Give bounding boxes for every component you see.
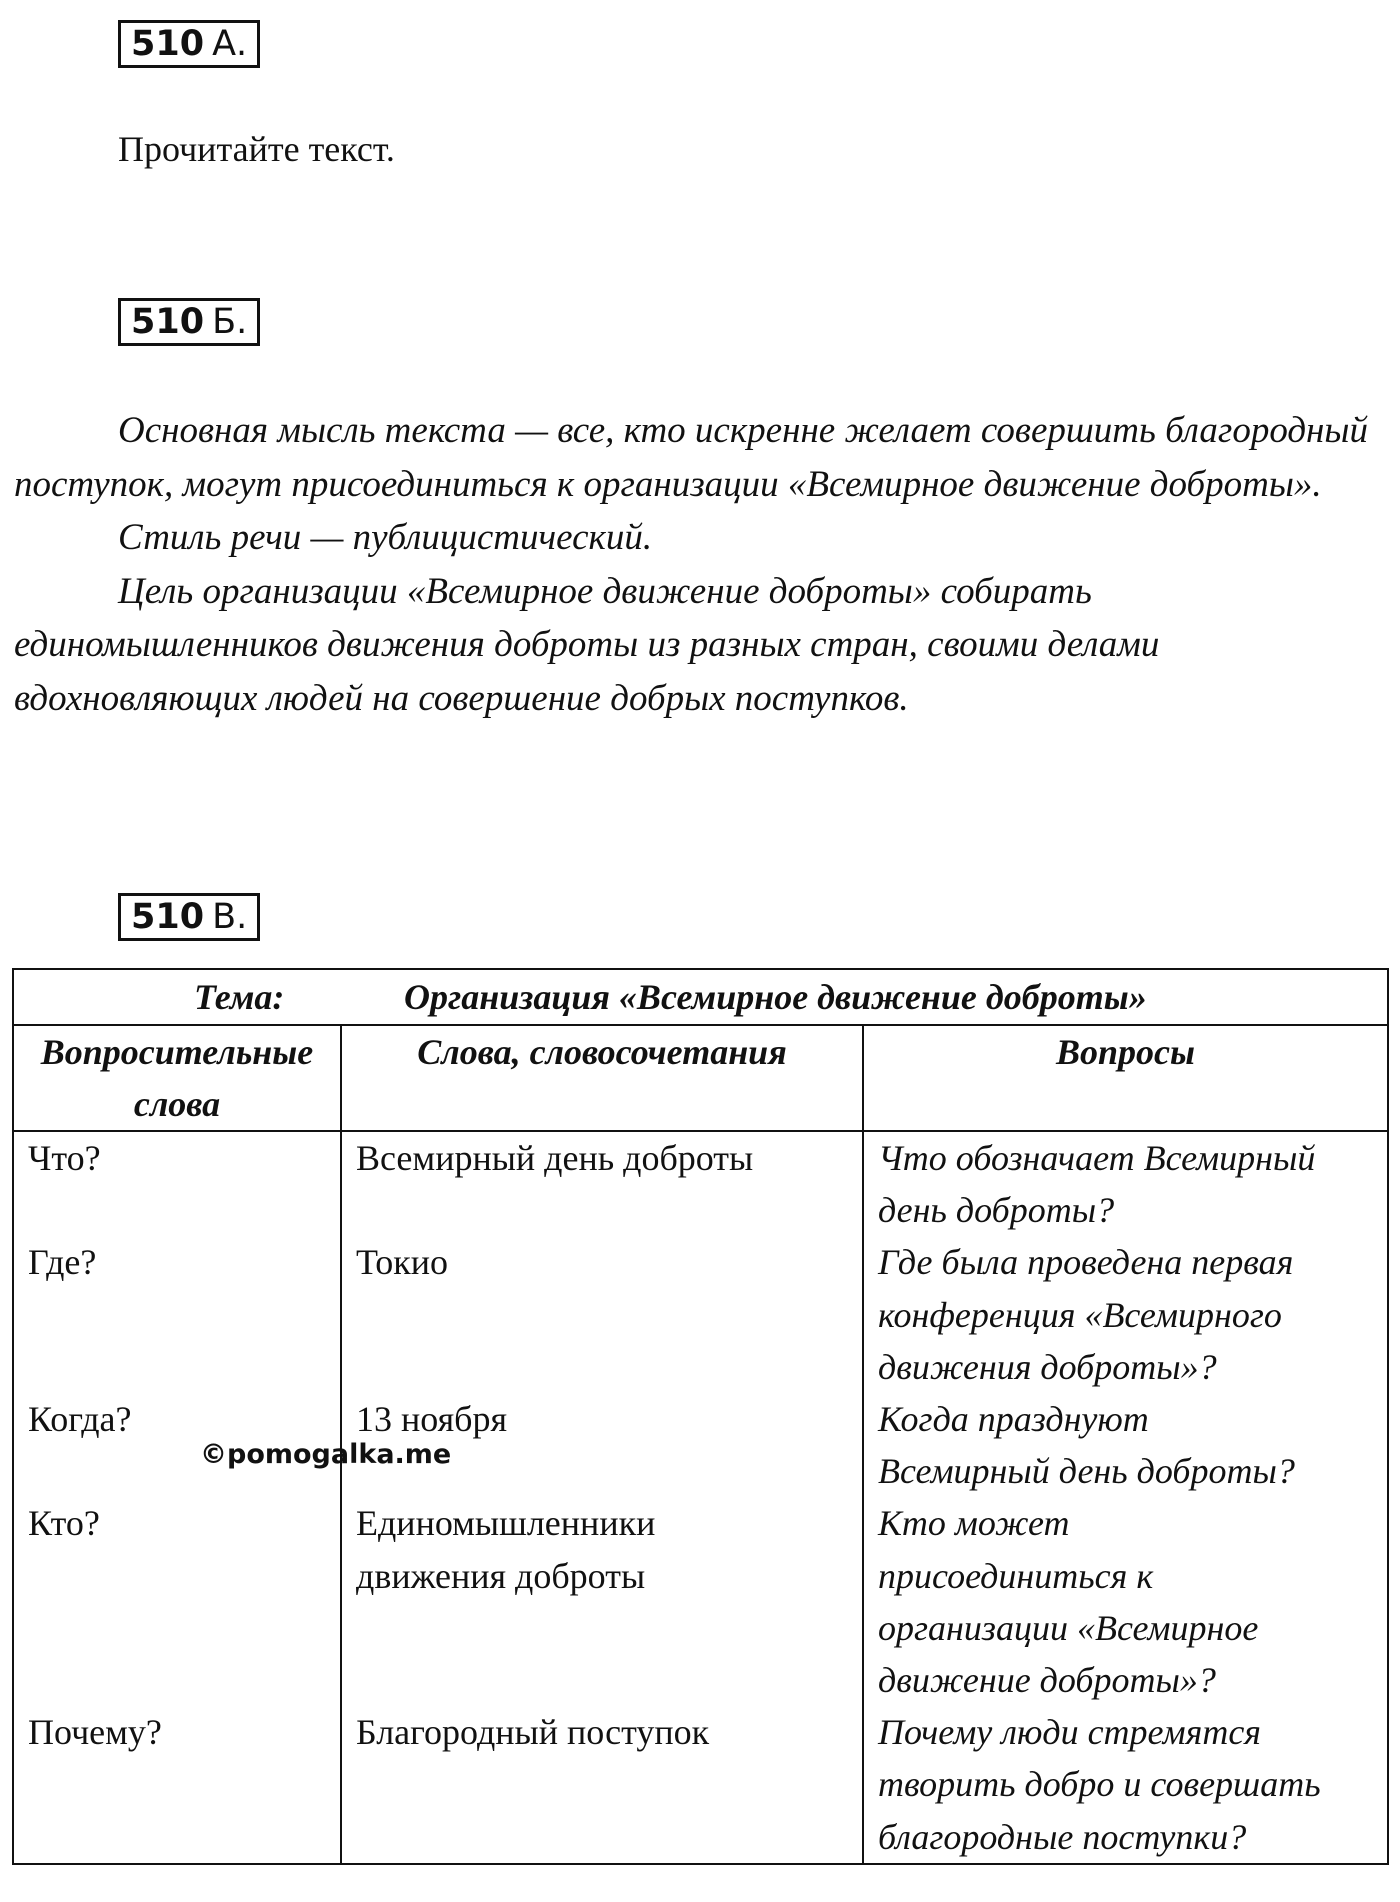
table-body-row [13, 1131, 1388, 1864]
exercise-number: 510 [131, 302, 205, 342]
questions-cell [863, 1131, 1388, 1864]
instruction-text: Прочитайте текст. [118, 129, 395, 169]
list-item: Кто? [28, 1503, 100, 1544]
exercise-letter: Б. [212, 302, 248, 342]
list-item [28, 1184, 328, 1236]
list-item: движение доброты»? [878, 1660, 1216, 1701]
list-item: Когда? [28, 1399, 132, 1440]
exercise-number: 510 [131, 24, 205, 64]
list-item: день доброты? [878, 1190, 1115, 1231]
list-item: движения доброты [356, 1555, 646, 1596]
exercise-letter: А. [212, 24, 248, 64]
list-item: Что обозначает Всемирный [878, 1138, 1316, 1178]
topic-value: Организация «Всемирное движение доброты» [404, 977, 1147, 1017]
list-item: 13 ноября [356, 1399, 508, 1440]
list-item [28, 1602, 328, 1654]
list-item [356, 1602, 850, 1654]
list-item: Почему люди стремятся [878, 1712, 1262, 1753]
list-item: организации «Всемирное [878, 1607, 1259, 1648]
main-idea-paragraph: Основная мысль текста — все, кто искренне желает совершить благородный поступок, могут присоединиться к организации «Всемирное движение доброты». [14, 410, 1368, 505]
list-item: Единомышленники [356, 1503, 656, 1544]
list-item: Когда празднуют [878, 1399, 1149, 1440]
list-item: Кто может [878, 1503, 1070, 1544]
exercise-510b-badge [118, 298, 260, 346]
list-item [28, 1550, 328, 1602]
list-item: Токио [356, 1242, 449, 1283]
list-item: Почему? [28, 1712, 162, 1753]
questions-list [864, 1132, 1387, 1863]
list-item: Где была проведена первая [878, 1242, 1294, 1283]
list-item [356, 1654, 850, 1706]
question-words-cell [13, 1131, 341, 1864]
exercise-510c-badge [118, 893, 260, 941]
list-item: Всемирный день доброты [356, 1138, 754, 1178]
list-item [28, 1341, 328, 1393]
speech-style-paragraph: Стиль речи — публицистический. [118, 517, 653, 558]
organization-goal-paragraph: Цель организации «Всемирное движение доброты» собирать единомышленников движения доброты из разных стран, своими делами вдохновляющих людей на совершение добрых поступков. [14, 570, 1160, 719]
topic-table [12, 968, 1389, 1865]
list-item: Где? [28, 1242, 97, 1283]
list-item [356, 1184, 850, 1236]
exercise-510a-badge [118, 20, 260, 68]
list-item [28, 1654, 328, 1706]
header-words: Слова, словосочетания [341, 1025, 863, 1131]
list-item: благородные поступки? [878, 1816, 1247, 1857]
list-item [356, 1341, 850, 1393]
topic-row [13, 969, 1388, 1025]
list-item [28, 1289, 328, 1341]
list-item: конференция «Всемирного [878, 1294, 1282, 1335]
list-item: Всемирный день доброты? [878, 1451, 1295, 1492]
table-header-row [13, 1025, 1388, 1131]
list-item: творить добро и совершать [878, 1764, 1321, 1805]
words-cell [341, 1131, 863, 1864]
list-item: движения доброты»? [878, 1346, 1217, 1387]
list-item: Благородный поступок [356, 1712, 710, 1753]
list-item: Что? [28, 1138, 101, 1178]
answer-510b [14, 404, 1384, 725]
topic-label: Тема: [194, 977, 285, 1017]
list-item [356, 1289, 850, 1341]
list-item: присоединиться к [878, 1555, 1154, 1596]
exercise-number: 510 [131, 897, 205, 937]
exercise-letter: В. [212, 897, 248, 937]
header-question-words: Вопросительные слова [13, 1025, 341, 1131]
watermark-text: ©pomogalka.me [200, 1439, 452, 1470]
header-questions: Вопросы [863, 1025, 1388, 1131]
